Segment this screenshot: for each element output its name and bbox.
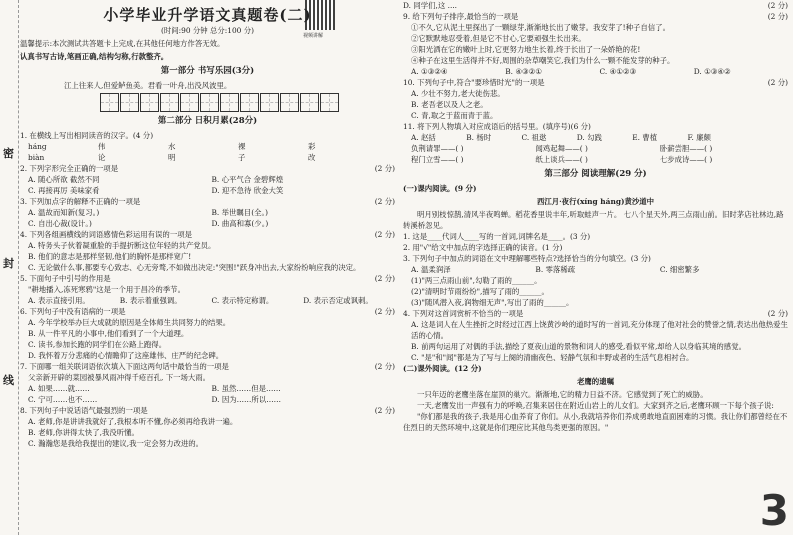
grid-cell[interactable]	[120, 93, 139, 112]
q5-quote: "耕地播入,冻死寒鸦"这是一个用于昌冷的季节。	[28, 285, 185, 294]
reading-q3: 3. 下列句子中加点的词语在文中理解哪些特点?选择恰当的分句填空。(3 分)	[403, 254, 651, 263]
q11-idioms-2: 程门立雪——( ) 纸上谈兵——( ) 七步成诗——( )	[411, 155, 713, 164]
q10-option-a: A. 少壮不努力,老大徒伤悲。	[411, 89, 505, 98]
reading-sub1: (一)课内阅读。(9 分)	[403, 184, 477, 193]
reading-q4: 4. 下列对这首词赏析不恰当的一项是 (2 分)	[403, 309, 788, 318]
q9-item-3: ③阳光洒在它的嫩叶上时,它更努力地生长着,终于长出了一朵娇艳的花!	[411, 45, 641, 54]
q7-line: 父亲新开辟的菜园被暴风雨冲得千疮百孔, 下一场大雨。	[28, 373, 211, 382]
q6-option-c: C. 读书,参加长跑的同学们在公路上跑得。	[28, 340, 167, 349]
reading-q3-line1: (1)"两三点雨山前",勾勒了雨的______。	[411, 276, 542, 285]
section2-heading: 第二部分 日积月累(28分)	[157, 116, 258, 126]
q1-row-2: biàn 论 明 子 改	[28, 153, 316, 162]
tip-text: 温馨提示:本次测试共答题卡上完成,在其他任何地方作答无效。	[20, 39, 225, 48]
q4-option-a: A. 特务头子伙着凝重脸的手提折断这位年轻的共产党员。	[28, 241, 216, 250]
q4-option-b: B. 他们的意志是那样坚韧,他们的胸怀是那样宽广!	[28, 252, 192, 261]
grid-cell[interactable]	[280, 93, 299, 112]
reading-q3-line3: (3)"随风潜入夜,润物细无声",写出了雨的______。	[411, 298, 574, 307]
q3-options-2: C. 自出心裁(设计。) D. 曲高和寡(少。)	[28, 219, 269, 228]
grid-cell[interactable]	[180, 93, 199, 112]
q6-option-a: A. 今年学校举办巨大成就的原因是全体师生共同努力的结果。	[28, 318, 231, 327]
page-title: 小学毕业升学语文真题卷(二)	[103, 6, 312, 24]
grid-cell[interactable]	[220, 93, 239, 112]
grid-cell[interactable]	[300, 93, 319, 112]
copy-poem-line: 江上往来人,但爱鲈鱼美。君看一叶舟,出没风波里。	[64, 81, 232, 90]
q8-option-c: C. 瀚瀚您是我给我提出的建议,我一定会努力改进的。	[28, 439, 204, 448]
question-11: 11. 将下列人物填入对应成语后的括号里。(填序号)(6 分)	[403, 122, 591, 131]
left-column	[20, 0, 395, 449]
reading-q4-option-b: B. 前两句运用了对偶的手法,描绘了夏夜山道的景物和词人的感受,看似平常,却给人以身临其境的感觉。	[411, 342, 746, 351]
reading-sub2: (二)课外阅读。(12 分)	[403, 364, 482, 373]
q2-options: A. 随心所欲 截然不同 B. 心平气合 金碧辉煌	[28, 175, 284, 184]
reading-q2: 2. 用"√"给文中加点的字选择正确的读音。(1 分)	[403, 243, 563, 252]
question-2: 2. 下列字形完全正确的一项是 (2 分)	[20, 164, 395, 173]
q9-item-4: ④种子在这里生活得并不好,周围的杂草嘲笑它,我们为什么一颗不能发芽的种子。	[411, 56, 675, 65]
grid-cell[interactable]	[240, 93, 259, 112]
q8-option-b: B. 老师,你讲得太快了,我没听懂。	[28, 428, 139, 437]
q4-option-c: C. 无论做什么事,都要专心致志、心无旁骛,不如做出决定:"突围!"跃身冲出去,大家纷纷响应我的决定。	[28, 263, 361, 272]
question-9: 9. 给下列句子排序,最恰当的一项是 (2 分)	[403, 12, 788, 21]
section3-heading: 第三部分 阅读理解(29 分)	[544, 169, 647, 179]
article-title: 老鹰的遗嘱	[577, 377, 614, 386]
q5-options: A. 表示直接引用。 B. 表示着重强调。 C. 表示特定称谓。 D. 表示否定或讽刺。	[28, 296, 373, 305]
q10-option-b: B. 老吾老以及人之老。	[411, 100, 488, 109]
grid-cell[interactable]	[320, 93, 339, 112]
q8-option-a: A. 老师,你是讲讲我就好了,我根本听不懂,你必须再给我讲一遍。	[28, 417, 238, 426]
q7-options: A. 如果……就…… B. 虽然……但是……	[28, 384, 281, 393]
q11-names: A. 赵括 B. 杨时 C. 祖逖 D. 勾践 E. 曹植 F. 廉颇	[411, 133, 711, 142]
article-para-2: 一天,老鹰发出一声强有力的呼唤,召集来居住在附近山岩上的儿女们。大家到齐之后,老鹰环顾一下每个孩子说:	[417, 401, 774, 410]
motto-text: 认真书写古诗,笔画正确,结构匀称,行款整齐。	[20, 52, 169, 61]
grid-cell[interactable]	[160, 93, 179, 112]
reading-q4-option-c: C. "是"和"闻"都是为了写与上阕的清幽夜色、轻静气氛和丰野或者的生活气息相衬合。	[411, 353, 694, 362]
grid-cell[interactable]	[140, 93, 159, 112]
q9-options: A. ①③②④ B. ④③②① C. ④①②③ D. ①③④②	[411, 67, 731, 76]
question-8: 8. 下列句子中说话语气最强烈的一项是 (2 分)	[20, 406, 395, 415]
poem-title: 西江月·夜行(xíng háng)黄沙道中	[536, 197, 655, 206]
article-para-1: 一只年迈的老鹰坐落在崖顶的巢穴。渐渐地,它的精力日益不济。它感觉到了死亡的威胁。	[417, 390, 708, 399]
grid-cell[interactable]	[200, 93, 219, 112]
question-7: 7. 下面哪一组关联词语依次填入下面这两句话中最恰当的一项是 (2 分)	[20, 362, 395, 371]
q11-idioms-1: 负荆请罪——( ) 闻鸡起舞——( ) 卧薪尝胆——( )	[411, 144, 713, 153]
question-5: 5. 下面句子中引号的作用是 (2 分)	[20, 274, 395, 283]
q3-options: A. 温故而知新(复习。) B. 举世瞩目(全。)	[28, 208, 269, 217]
question-6: 6. 下列句子中没有语病的一项是 (2 分)	[20, 307, 395, 316]
binding-char-2: 封	[3, 257, 14, 270]
reading-q3-options: A. 温柔润泽 B. 零落稀疏 C. 细密繁多	[411, 265, 700, 274]
q1-row-1: hánɡ 伟 水 裸 彩	[28, 142, 316, 151]
question-3: 3. 下列加点字的解释不正确的一项是 (2 分)	[20, 197, 395, 206]
q10-option-c: C. 青,取之于蓝而青于蓝。	[411, 111, 498, 120]
binding-char-1: 密	[3, 147, 14, 160]
q7-options-2: C. 宁可……也不…… D. 因为……所以……	[28, 395, 281, 404]
qr-label: 视频讲解	[303, 33, 324, 39]
q8-continued: D. 同学们,这 .... (2 分)	[403, 1, 788, 10]
grid-cell[interactable]	[100, 93, 119, 112]
q9-item-1: ①不久,它从泥土里探出了一颗绿芽,渐渐地长出了嫩芽。我安芽了!种子自信了。	[411, 23, 670, 32]
section1-heading: 第一部分 书写乐园(3分)	[160, 66, 255, 76]
binding-char-3: 线	[3, 374, 14, 387]
q9-item-2: ②它默默地忍受着,但是它不甘心,它要顽强生长出来。	[411, 34, 586, 43]
q2-options-2: C. 再接再厉 美味家肴 D. 迎不急待 欣金大笑	[28, 186, 284, 195]
right-column	[403, 0, 788, 433]
binding-margin	[0, 0, 19, 535]
page-number: 3	[759, 486, 789, 535]
reading-q1: 1. 这是____代词人____写的一首词,词牌名是____。(3 分)	[403, 232, 591, 241]
q6-option-b: B. 从一件平凡的小事中,他们看到了一个大道理。	[28, 329, 189, 338]
grid-cell[interactable]	[260, 93, 279, 112]
question-1: 1. 在横线上写出相同读音的汉字。(4 分)	[20, 131, 154, 140]
question-4: 4. 下列各组画横线的词语感情色彩运用有误的一项是 (2 分)	[20, 230, 395, 239]
article-para-3: "你们都是我的孩子,我是用心血养育了你们。从小,我就培养你们养成勇敢地直面困难的习惯。我让你们都曾经在不住烈日的天然环境中,这就是你们理应比其他鸟类更强的原因。"	[403, 412, 788, 432]
exam-subtitle: (时间:90 分钟 总分:100 分)	[160, 26, 255, 35]
q6-option-d: D. 我怀着万分悲痛的心情瞻仰了这座雄伟、庄严的纪念碑。	[28, 351, 224, 360]
question-10: 10. 下列句子中,符合"要珍惜时光"的一项是 (2 分)	[403, 78, 788, 87]
writing-grid[interactable]	[100, 93, 395, 112]
reading-q4-option-a: A. 这是词人在人生挫折之时经过江西上饶黄沙岭的道时写的一首词,充分体现了他对社会的赞誉之情,表达出他热爱生活的心情。	[411, 320, 788, 340]
poem-text: 明月别枝惊鹊,清风半夜鸣蝉。稻花香里说丰年,听取蛙声一片。 七八个星天外,两三点雨山前。旧时茅店社林边,路转溪桥忽见。	[403, 210, 784, 230]
reading-q3-line2: (2)"清明时节雨纷纷",描写了雨的______。	[411, 287, 549, 296]
